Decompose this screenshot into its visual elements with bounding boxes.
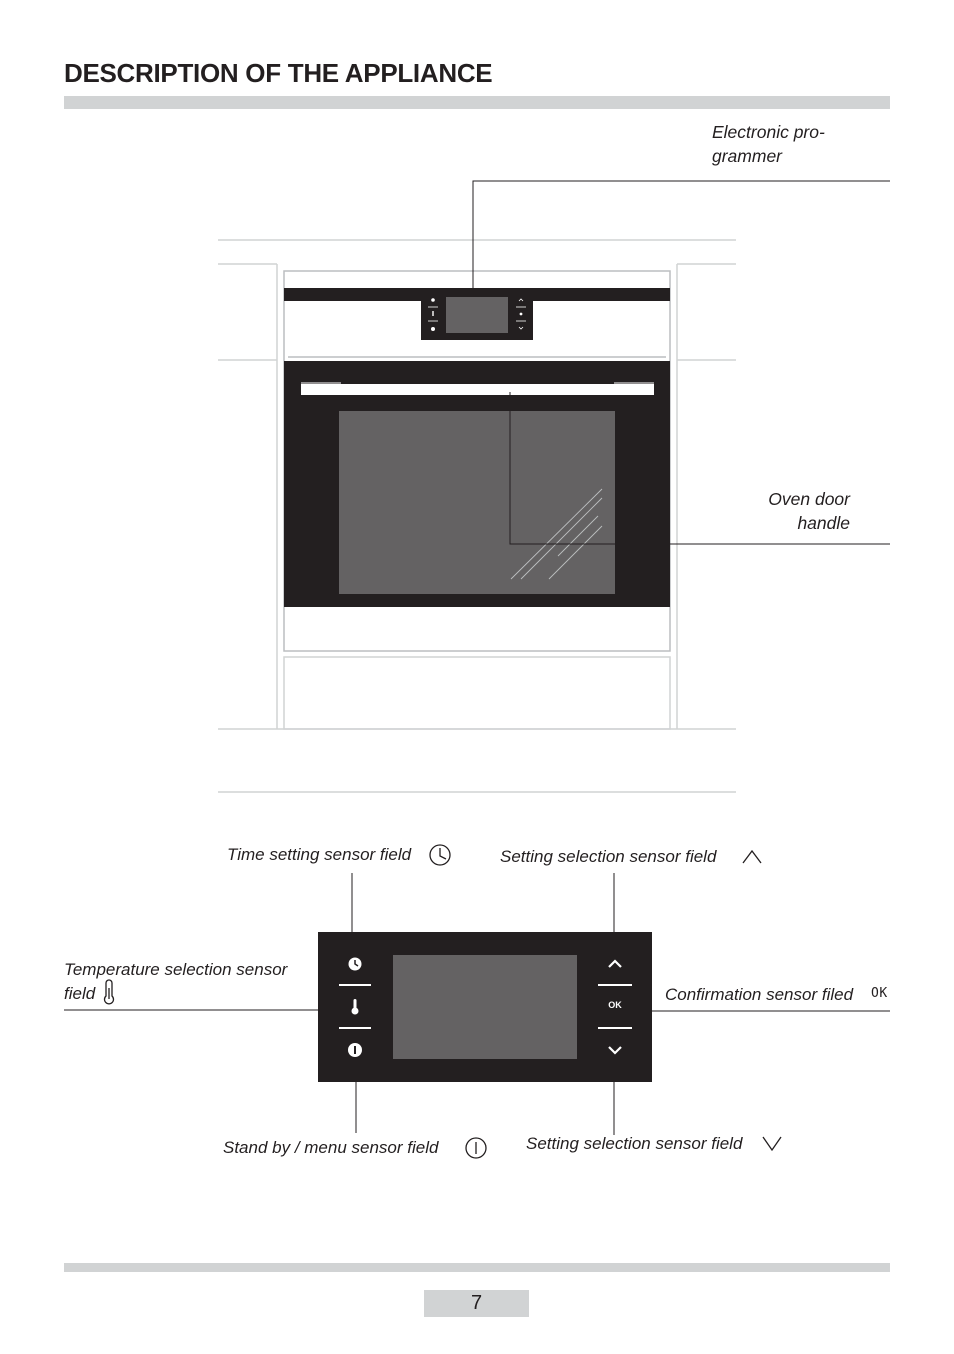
chevron-down-icon: [763, 1137, 781, 1150]
power-icon: [466, 1138, 486, 1158]
time-setting-label: Time setting sensor field: [227, 845, 412, 864]
oven: [284, 271, 670, 651]
temperature-label-line1: Temperature selection sensor: [64, 960, 288, 979]
programmer-mini: [421, 295, 533, 340]
door-handle-label-line1: Oven door: [768, 489, 850, 509]
oven-window: [339, 411, 615, 594]
setting-up-label: Setting selection sensor field: [500, 847, 717, 866]
panel-display: [393, 955, 577, 1059]
page-title: DESCRIPTION OF THE APPLIANCE: [64, 58, 493, 88]
chevron-up-icon: [743, 851, 761, 863]
setting-down-label: Setting selection sensor field: [526, 1134, 743, 1153]
page-number: 7: [424, 1290, 529, 1317]
panel-ok-button-label: OK: [608, 1000, 622, 1010]
programmer-label: Electronic pro- grammer: [712, 122, 825, 166]
thermometer-icon: [104, 980, 113, 1004]
door-handle-label-line2: handle: [797, 513, 850, 533]
panel-clock-icon: [349, 958, 362, 971]
standby-label: Stand by / menu sensor field: [223, 1138, 439, 1157]
panel-power-icon: [348, 1043, 362, 1057]
clock-icon: [430, 845, 450, 865]
control-panel: [318, 932, 652, 1082]
door-handle: [301, 384, 654, 395]
confirmation-label: Confirmation sensor filed: [665, 985, 854, 1004]
ok-icon: OK: [871, 986, 888, 1001]
temperature-label-line2: field: [64, 984, 96, 1003]
